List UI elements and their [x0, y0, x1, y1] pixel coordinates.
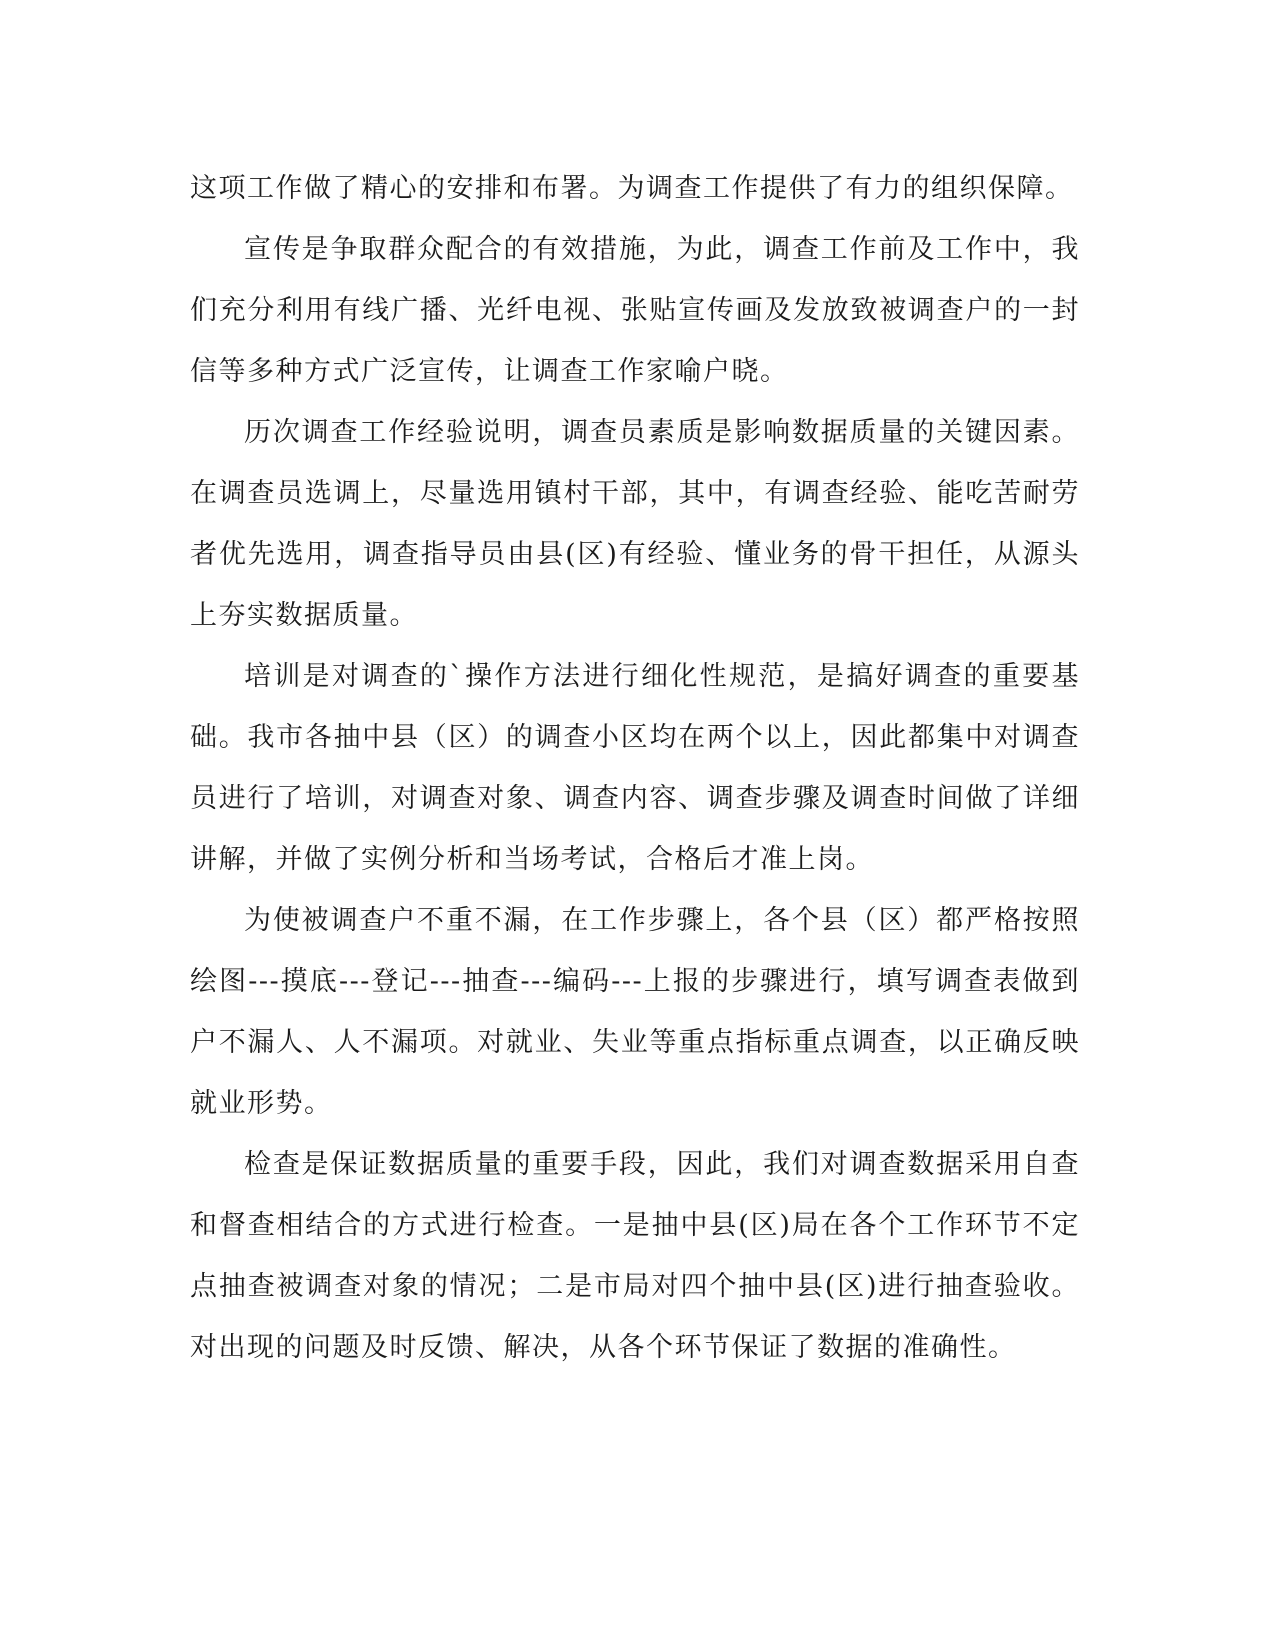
document-body — [190, 158, 1080, 1378]
paragraph-6: 检查是保证数据质量的重要手段，因此，我们对调查数据采用自查和督查相结合的方式进行检查。一是抽中县(区)局在各个工作环节不定点抽查被调查对象的情况；二是市局对四个抽中县(区)进行抽查验收。对出现的问题及时反馈、解决，从各个环节保证了数据的准确性。 — [190, 1149, 1080, 1363]
paragraph-4: 培训是对调查的`操作方法进行细化性规范，是搞好调查的重要基础。我市各抽中县（区）的调查小区均在两个以上，因此都集中对调查员进行了培训，对调查对象、调查内容、调查步骤及调查时间做了详细讲解，并做了实例分析和当场考试，合格后才准上岗。 — [190, 661, 1080, 875]
paragraph-5: 为使被调查户不重不漏，在工作步骤上，各个县（区）都严格按照绘图---摸底---登记---抽查---编码---上报的步骤进行，填写调查表做到户不漏人、人不漏项。对就业、失业等重点指标重点调查，以正确反映就业形势。 — [190, 905, 1080, 1119]
paragraph-2: 宣传是争取群众配合的有效措施，为此，调查工作前及工作中，我们充分利用有线广播、光纤电视、张贴宣传画及发放致被调查户的一封信等多种方式广泛宣传，让调查工作家喻户晓。 — [190, 234, 1080, 387]
paragraph-1: 这项工作做了精心的安排和布署。为调查工作提供了有力的组织保障。 — [190, 173, 1074, 204]
paragraph-3: 历次调查工作经验说明，调查员素质是影响数据质量的关键因素。在调查员选调上，尽量选用镇村干部，其中，有调查经验、能吃苦耐劳者优先选用，调查指导员由县(区)有经验、懂业务的骨干担任，从源头上夯实数据质量。 — [190, 417, 1080, 631]
